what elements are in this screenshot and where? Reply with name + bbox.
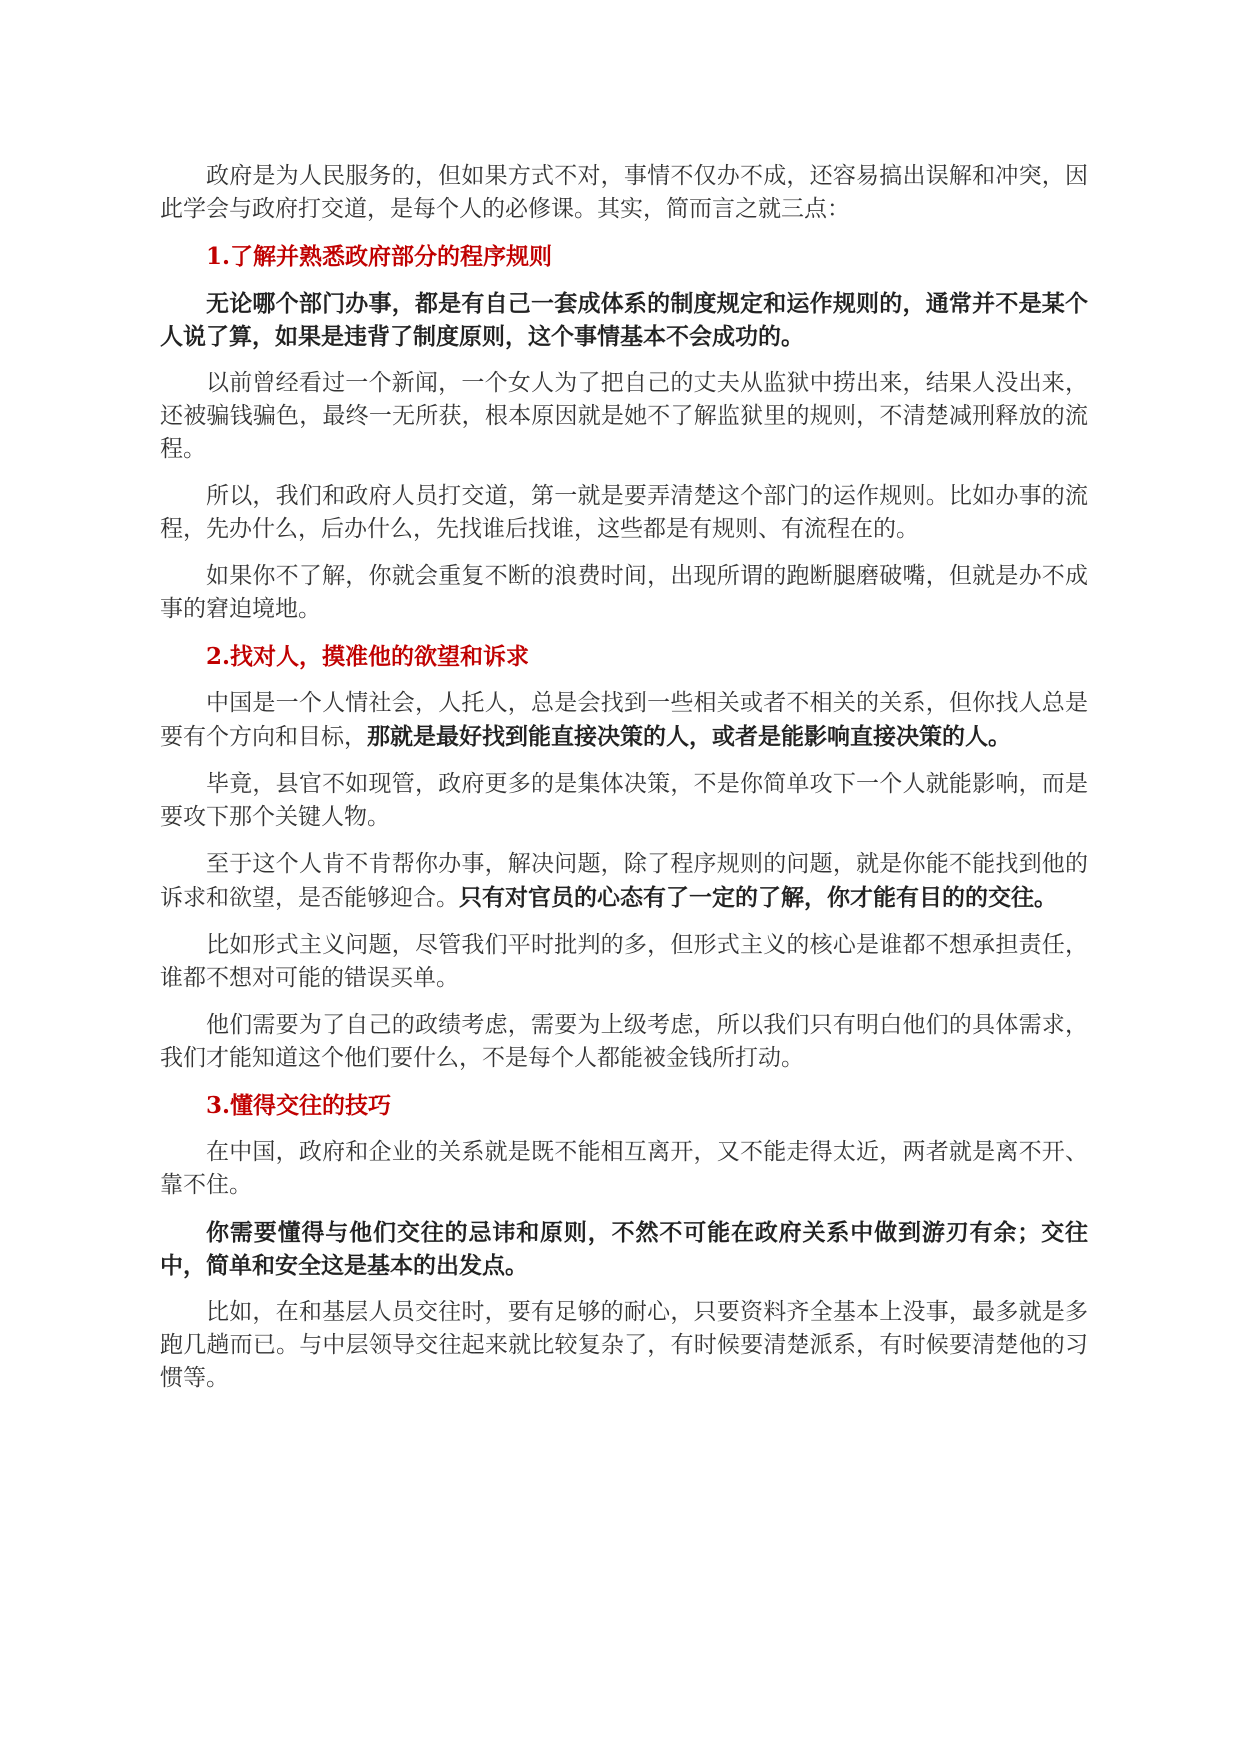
- section-heading-1: 1.了解并熟悉政府部分的程序规则: [206, 243, 553, 270]
- body-paragraph: 以前曾经看过一个新闻，一个女人为了把自己的丈夫从监狱中捞出来，结果人没出来，还被骗钱骗色，最终一无所获，根本原因就是她不了解监狱里的规则，不清楚减刑释放的流程。: [160, 370, 1088, 462]
- bold-text: 那就是最好找到能直接决策的人，或者是能影响直接决策的人。: [367, 723, 1011, 750]
- bold-text: 只有对官员的心态有了一定的了解，你才能有目的的交往。: [459, 884, 1057, 911]
- body-paragraph: 比如，在和基层人员交往时，要有足够的耐心，只要资料齐全基本上没事，最多就是多跑几趟而已。与中层领导交往起来就比较复杂了，有时候要清楚派系，有时候要清楚他的习惯等。: [160, 1299, 1088, 1391]
- body-paragraph: 比如形式主义问题，尽管我们平时批判的多，但形式主义的核心是谁都不想承担责任，谁都不想对可能的错误买单。: [160, 932, 1088, 991]
- section-heading-3: 3.懂得交往的技巧: [206, 1092, 392, 1119]
- bold-paragraph: 你需要懂得与他们交往的忌讳和原则，不然不可能在政府关系中做到游刃有余；交往中，简单和安全这是基本的出发点。: [160, 1219, 1088, 1279]
- article-body: [160, 160, 1088, 1409]
- body-paragraph: 在中国，政府和企业的关系就是既不能相互离开，又不能走得太近，两者就是离不开、靠不住。: [160, 1139, 1088, 1198]
- plain-text: 至于这个人肯不肯帮你办事，解决问题，除了程序规则的问题，就是你能不能找到他的诉求和欲望，是否能够迎合。: [160, 851, 1088, 911]
- bold-paragraph: 无论哪个部门办事，都是有自己一套成体系的制度规定和运作规则的，通常并不是某个人说了算，如果是违背了制度原则，这个事情基本不会成功的。: [160, 290, 1088, 350]
- mixed-paragraph: [160, 687, 1088, 754]
- mixed-paragraph: [160, 848, 1088, 915]
- plain-text: 中国是一个人情社会，人托人，总是会找到一些相关或者不相关的关系，但你找人总是要有个方向和目标，: [160, 690, 1088, 750]
- body-paragraph: 所以，我们和政府人员打交道，第一就是要弄清楚这个部门的运作规则。比如办事的流程，先办什么，后办什么，先找谁后找谁，这些都是有规则、有流程在的。: [160, 483, 1088, 542]
- section-heading-2: 2.找对人，摸准他的欲望和诉求: [206, 643, 530, 670]
- body-paragraph: 他们需要为了自己的政绩考虑，需要为上级考虑，所以我们只有明白他们的具体需求，我们才能知道这个他们要什么，不是每个人都能被金钱所打动。: [160, 1012, 1088, 1071]
- body-paragraph: 毕竟，县官不如现管，政府更多的是集体决策，不是你简单攻下一个人就能影响，而是要攻下那个关键人物。: [160, 771, 1088, 830]
- intro-paragraph: 政府是为人民服务的，但如果方式不对，事情不仅办不成，还容易搞出误解和冲突，因此学会与政府打交道，是每个人的必修课。其实，简而言之就三点：: [160, 163, 1088, 222]
- body-paragraph: 如果你不了解，你就会重复不断的浪费时间，出现所谓的跑断腿磨破嘴，但就是办不成事的窘迫境地。: [160, 563, 1088, 622]
